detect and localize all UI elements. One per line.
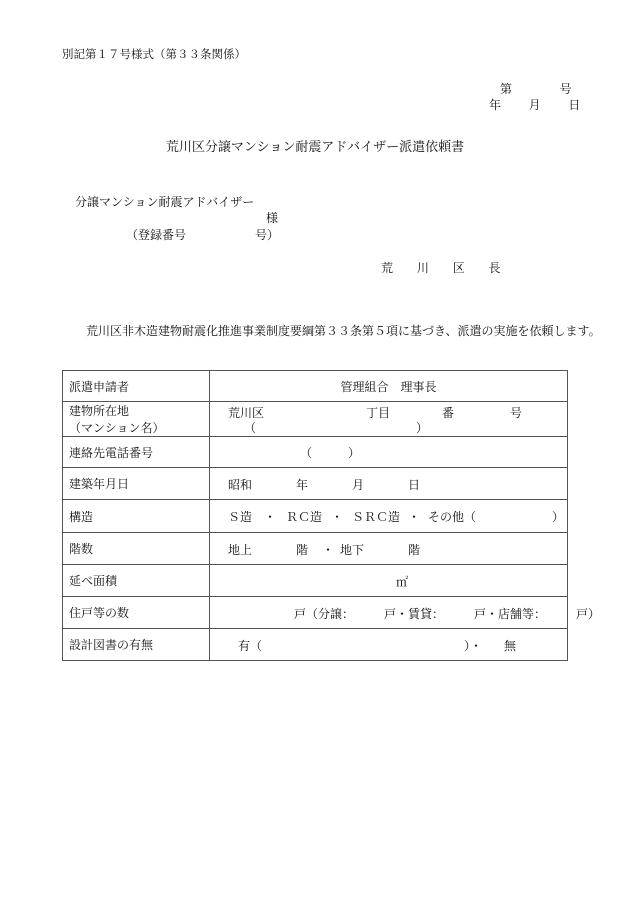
go-text: 号	[510, 406, 523, 420]
number-suffix: 号	[559, 82, 572, 96]
table-row	[63, 629, 568, 661]
location-value[interactable]	[210, 402, 568, 437]
issuer-char: 荒	[381, 261, 394, 275]
table-row	[63, 597, 568, 629]
year-text: 年	[296, 478, 309, 492]
issuer-name	[381, 259, 501, 276]
location-label: 建物所在地	[69, 404, 130, 418]
drawings-label: 設計図書の有無	[63, 629, 210, 661]
table-row	[63, 371, 568, 402]
drawings-close: ）・	[464, 639, 483, 653]
floor-area-label: 延べ面積	[63, 565, 210, 597]
month-text: 月	[352, 478, 365, 492]
structure-label: 構造	[63, 500, 210, 533]
separator-dot: ・	[264, 510, 277, 524]
structure-rc[interactable]: ＲＣ造	[286, 510, 323, 524]
document-date-line	[489, 96, 580, 113]
floors-value[interactable]	[210, 533, 568, 565]
number-label: 第	[500, 82, 513, 96]
location-label-cell	[63, 402, 210, 437]
issuer-char: 川	[416, 261, 429, 275]
drawings-value[interactable]	[210, 629, 568, 661]
form-reference: 別記第１７号様式（第３３条関係）	[62, 47, 246, 61]
structure-other[interactable]: その他（	[428, 510, 477, 524]
era-text: 昭和	[228, 478, 253, 492]
separator-dot: ・	[408, 510, 421, 524]
floor-unit: 階	[296, 543, 309, 557]
above-ground-text: 地上	[228, 543, 253, 557]
chome-text: 丁目	[366, 406, 391, 420]
table-row	[63, 437, 568, 468]
addressee-name: 分譲マンション耐震アドバイザー	[75, 195, 255, 209]
floor-unit: 階	[408, 543, 421, 557]
floors-label: 階数	[63, 533, 210, 565]
mansion-paren-open: （	[244, 421, 257, 435]
structure-other-close: ）	[552, 510, 565, 524]
applicant-value[interactable]: 管理組合 理事長	[210, 371, 568, 402]
units-breakdown-text: 戸（分譲： 戸・賃貸： 戸・店舗等： 戸）	[294, 607, 601, 621]
document-number-line	[500, 80, 572, 97]
structure-src[interactable]: ＳＲＣ造	[352, 510, 401, 524]
area-unit: ㎡	[396, 575, 409, 589]
registration-number-close: 号）	[255, 228, 280, 242]
ward-text: 荒川区	[228, 406, 265, 420]
table-row	[63, 533, 568, 565]
phone-paren-open: （	[300, 446, 313, 460]
month-label: 月	[528, 98, 541, 112]
drawings-yes[interactable]: 有（	[238, 639, 263, 653]
ban-text: 番	[442, 406, 455, 420]
phone-label: 連絡先電話番号	[63, 437, 210, 468]
mansion-name-label: （マンション名）	[69, 421, 165, 435]
year-label: 年	[489, 98, 502, 112]
separator-dot: ・	[322, 543, 335, 557]
built-date-value[interactable]	[210, 468, 568, 500]
built-date-label: 建築年月日	[63, 468, 210, 500]
addressee-honorific: 様	[266, 211, 279, 225]
table-row	[63, 565, 568, 597]
units-count-value[interactable]	[210, 597, 601, 629]
day-label: 日	[568, 98, 581, 112]
document-title: 荒川区分譲マンション耐震アドバイザー派遣依頼書	[165, 140, 465, 155]
table-row	[63, 402, 568, 437]
issuer-char: 区	[452, 261, 465, 275]
table-row	[63, 500, 568, 533]
day-text: 日	[408, 478, 421, 492]
structure-value[interactable]	[210, 500, 568, 533]
phone-value[interactable]	[210, 437, 568, 468]
below-ground-text: 地下	[340, 543, 365, 557]
applicant-label: 派遣申請者	[63, 371, 210, 402]
separator-dot: ・	[331, 510, 344, 524]
floor-area-value[interactable]	[210, 565, 568, 597]
phone-paren-close: ）	[348, 446, 361, 460]
registration-number-open: （登録番号	[126, 228, 187, 242]
table-row	[63, 468, 568, 500]
request-statement: 荒川区非木造建物耐震化推進事業制度要綱第３３条第５項に基づき、派遣の実施を依頼します。	[86, 324, 601, 338]
request-table	[62, 370, 601, 661]
units-count-label: 住戸等の数	[63, 597, 210, 629]
drawings-no[interactable]: 無	[504, 639, 517, 653]
issuer-char: 長	[488, 261, 501, 275]
mansion-paren-close: ）	[416, 421, 429, 435]
structure-s[interactable]: Ｓ造	[228, 510, 253, 524]
